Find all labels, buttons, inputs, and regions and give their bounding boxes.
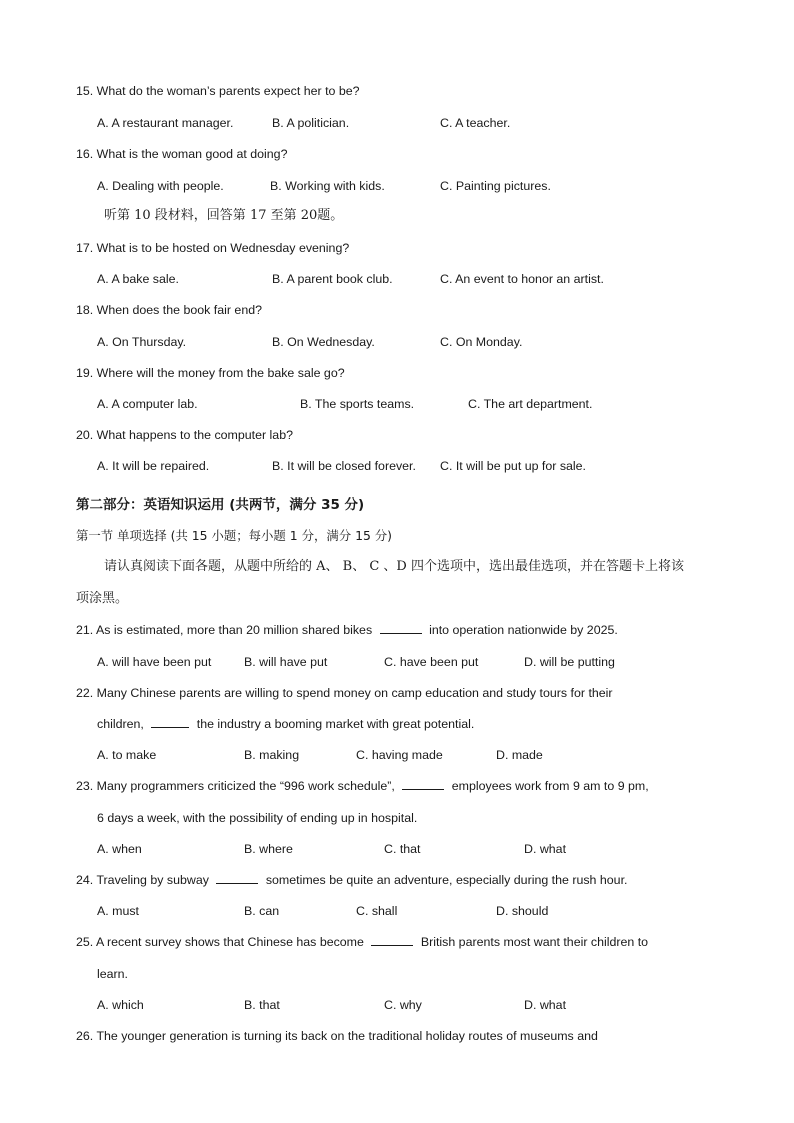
q22-option-b: B. making <box>244 748 300 762</box>
q23-option-d: D. what <box>524 842 567 856</box>
q23-option-c: C. that <box>384 842 421 856</box>
q21-option-d: D. will be putting <box>524 655 615 669</box>
q21-text-before-blank: 21. As is estimated, more than 20 million shared bikes <box>76 623 373 637</box>
question-18-stem: 18. When does the book fair end? <box>76 303 262 317</box>
question-19-stem: 19. Where will the money from the bake sale go? <box>76 366 345 380</box>
q21-answer-blank <box>380 622 422 634</box>
q17-option-c: C. An event to honor an artist. <box>440 272 604 286</box>
section-1-instruction-line-2: 项涂黑。 <box>76 591 129 606</box>
q16-option-b: B. Working with kids. <box>270 179 385 193</box>
question-20-stem: 20. What happens to the computer lab? <box>76 428 293 442</box>
q25-option-d: D. what <box>524 998 567 1012</box>
q15-option-c: C. A teacher. <box>440 116 511 130</box>
question-23-stem-line-1 <box>76 778 649 794</box>
q23-text-before-blank: 23. Many programmers criticized the “996 work schedule”, <box>76 779 395 793</box>
question-21-stem <box>76 622 618 638</box>
q25-text-after-blank: British parents most want their children to <box>420 935 649 949</box>
q24-text-after-blank: sometimes be quite an adventure, especially during the rush hour. <box>265 873 628 887</box>
q15-option-b: B. A politician. <box>272 116 350 130</box>
q22-text-after-blank: the industry a booming market with great potential. <box>196 717 475 731</box>
q24-text-before-blank: 24. Traveling by subway <box>76 873 209 887</box>
q21-option-b: B. will have put <box>244 655 328 669</box>
q25-option-b: B. that <box>244 998 280 1012</box>
q24-option-b: B. can <box>244 904 280 918</box>
question-25-stem-line-2: learn. <box>97 967 128 981</box>
q18-option-a: A. On Thursday. <box>97 335 187 349</box>
question-15-stem: 15. What do the woman’s parents expect her to be? <box>76 84 360 98</box>
question-22-stem-line-1: 22. Many Chinese parents are willing to spend money on camp education and study tours for their <box>76 686 613 700</box>
question-25-stem-line-1 <box>76 934 648 950</box>
section-1-instruction-line-1: 请认真阅读下面各题，从题中所给的 A、 B、 C 、D 四个选项中，选出最佳选项，并在答题卡上将该 <box>104 559 684 574</box>
q23-option-a: A. when <box>97 842 142 856</box>
q22-text-before-blank: children, <box>97 717 144 731</box>
q16-option-a: A. Dealing with people. <box>97 179 224 193</box>
question-24-stem <box>76 872 627 888</box>
question-26-stem-line-1: 26. The younger generation is turning its back on the traditional holiday routes of museums and <box>76 1029 598 1043</box>
q23-answer-blank <box>402 778 444 790</box>
question-16-stem: 16. What is the woman good at doing? <box>76 147 288 161</box>
q25-option-c: C. why <box>384 998 422 1012</box>
q22-option-c: C. having made <box>356 748 443 762</box>
q19-option-a: A. A computer lab. <box>97 397 198 411</box>
q15-option-a: A. A restaurant manager. <box>97 116 234 130</box>
q24-answer-blank <box>216 872 258 884</box>
question-23-stem-line-2: 6 days a week, with the possibility of ending up in hospital. <box>97 811 418 825</box>
q23-option-b: B. where <box>244 842 293 856</box>
q17-option-a: A. A bake sale. <box>97 272 179 286</box>
q25-option-a: A. which <box>97 998 144 1012</box>
q24-option-d: D. should <box>496 904 549 918</box>
q18-option-c: C. On Monday. <box>440 335 523 349</box>
q19-option-b: B. The sports teams. <box>300 397 415 411</box>
q24-option-c: C. shall <box>356 904 398 918</box>
q20-option-a: A. It will be repaired. <box>97 459 210 473</box>
q25-answer-blank <box>371 934 413 946</box>
q21-option-a: A. will have been put <box>97 655 212 669</box>
question-22-stem-line-2 <box>97 716 474 732</box>
q20-option-b: B. It will be closed forever. <box>272 459 416 473</box>
q22-option-d: D. made <box>496 748 543 762</box>
q18-option-b: B. On Wednesday. <box>272 335 375 349</box>
q21-option-c: C. have been put <box>384 655 479 669</box>
q20-option-c: C. It will be put up for sale. <box>440 459 587 473</box>
q17-option-b: B. A parent book club. <box>272 272 393 286</box>
question-17-stem: 17. What is to be hosted on Wednesday evening? <box>76 241 350 255</box>
q25-text-before-blank: 25. A recent survey shows that Chinese has become <box>76 935 364 949</box>
q16-option-c: C. Painting pictures. <box>440 179 551 193</box>
q21-text-after-blank: into operation nationwide by 2025. <box>429 623 618 637</box>
section-1-title: 第一节 单项选择 (共 15 小题；每小题 1 分，满分 15 分) <box>76 528 393 543</box>
material-10-instruction: 听第 10 段材料，回答第 17 至第 20题。 <box>104 208 344 223</box>
q22-option-a: A. to make <box>97 748 157 762</box>
q24-option-a: A. must <box>97 904 139 918</box>
q22-answer-blank <box>151 716 189 728</box>
part-2-title: 第二部分：英语知识运用 (共两节，满分 35 分) <box>76 497 365 513</box>
q19-option-c: C. The art department. <box>468 397 593 411</box>
q23-text-after-blank: employees work from 9 am to 9 pm, <box>451 779 649 793</box>
